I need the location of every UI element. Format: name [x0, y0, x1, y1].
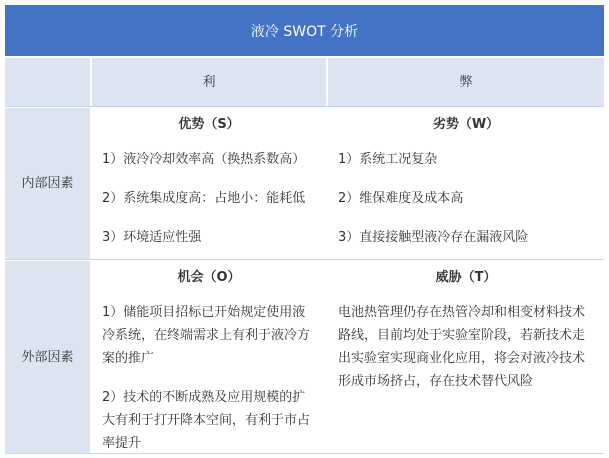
weakness-item: 2）维保难度及成本高	[338, 191, 464, 206]
table-title: 液冷 SWOT 分析	[5, 5, 604, 56]
weakness-item: 1）系统工况复杂	[338, 152, 438, 167]
weakness-item: 3）直接接触型液冷存在漏液风险	[338, 230, 529, 245]
opportunities-title: 机会（O）	[177, 270, 241, 285]
row-divider	[5, 106, 604, 107]
header-pro: 利	[92, 58, 326, 106]
threats-cell	[328, 261, 604, 454]
strength-item: 3）环境适应性强	[102, 230, 202, 245]
opportunities-cell	[92, 261, 326, 454]
threats-text: 电池热管理仍存在热管冷却和相变材料技术路线，目前均处于实验室阶段，若新技术走出实验室实现商业化应用，将会对液冷技术形成市场挤占，存在技术替代风险	[338, 305, 586, 389]
swot-table	[5, 5, 604, 454]
opportunity-item: 2）技术的不断成熟及应用规模的扩大有利于打开降本空间，有利于市占率提升	[102, 390, 311, 451]
strengths-cell	[92, 108, 326, 259]
row-label-internal: 内部因素	[5, 108, 90, 259]
row-label-external: 外部因素	[5, 261, 90, 454]
row-divider	[5, 259, 604, 260]
header-con: 弊	[328, 58, 604, 106]
strength-item: 2）系统集成度高：占地小：能耗低	[102, 191, 306, 206]
row-divider	[5, 453, 604, 454]
opportunity-item: 1）储能项目招标已开始规定使用液冷系统，在终端需求上有利于液冷方案的推广	[102, 305, 311, 366]
weaknesses-cell	[328, 108, 604, 259]
strength-item: 1）液冷冷却效率高（换热系数高）	[102, 152, 306, 167]
corner-header-cell	[5, 58, 90, 106]
threats-title: 威胁（T）	[435, 270, 497, 285]
weaknesses-title: 劣势（W）	[432, 117, 500, 132]
strengths-title: 优势（S）	[178, 117, 240, 132]
